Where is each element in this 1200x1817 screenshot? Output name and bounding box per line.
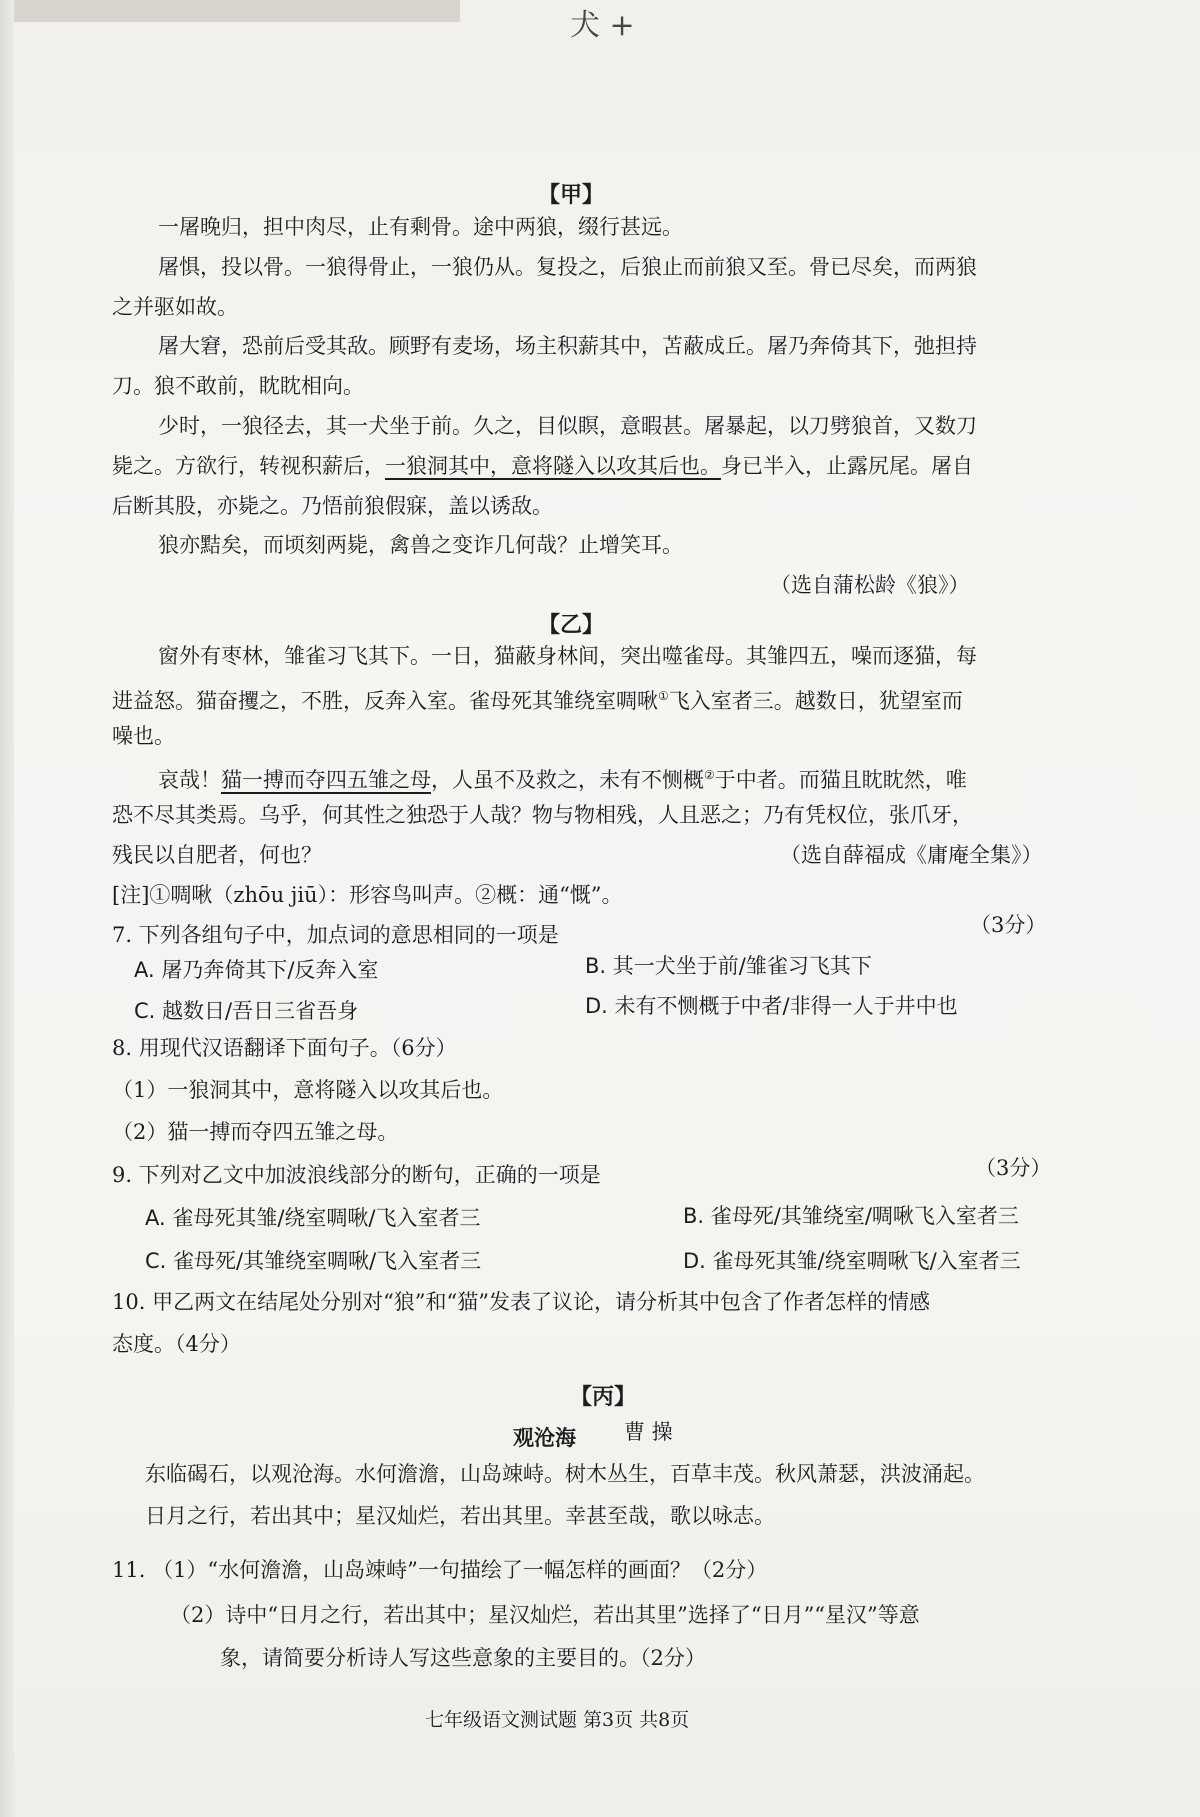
q7-option-b: B. 其一犬坐于前/雏雀习飞其下 bbox=[585, 954, 872, 978]
jia-line-7-start: 毙之。方欲行，转视积薪后， bbox=[112, 454, 385, 478]
jia-line-7 bbox=[112, 446, 973, 486]
q9-option-b: B. 雀母死/其雏绕室/啁啾飞入室者三 bbox=[683, 1204, 1019, 1228]
q9-score: （3分） bbox=[975, 1156, 1052, 1180]
q9-option-c: C. 雀母死/其雏绕室啁啾/飞入室者三 bbox=[145, 1249, 482, 1273]
q7-option-a: A. 屠乃奔倚其下/反奔入室 bbox=[134, 958, 379, 982]
yi-line-4-start: 哀哉！ bbox=[158, 768, 221, 792]
poem-line-2: 日月之行，若出其中；星汉灿烂，若出其里。幸甚至哉，歌以咏志。 bbox=[145, 1504, 775, 1528]
jia-line-5: 刀。狼不敢前，眈眈相向。 bbox=[112, 374, 364, 398]
section-heading-jia: 【甲】 bbox=[538, 182, 605, 208]
wavy-phrase: 进益怒。猫奋攫之，不胜，反奔入室。雀母死其雏绕室啁啾 bbox=[112, 689, 658, 713]
q11-sub-1: 11. （1）“水何澹澹，山岛竦峙”一句描绘了一幅怎样的画面？（2分） bbox=[112, 1558, 768, 1582]
yi-line-2 bbox=[112, 676, 963, 721]
note-marker-2: ② bbox=[704, 768, 715, 782]
jia-line-4: 屠大窘，恐前后受其敌。顾野有麦场，场主积薪其中，苫蔽成丘。屠乃奔倚其下，弛担持 bbox=[158, 334, 977, 358]
yi-line-3: 噪也。 bbox=[112, 724, 175, 748]
q8-sentence-1: （1）一狼洞其中，意将隧入以攻其后也。 bbox=[112, 1078, 504, 1102]
yi-line-4 bbox=[158, 755, 967, 800]
top-handwriting-marks: 犬 + bbox=[570, 8, 635, 43]
yi-line-4-end: 于中者。而猫且眈眈然，唯 bbox=[714, 768, 967, 792]
note-marker-1: ① bbox=[658, 689, 669, 703]
jia-line-3: 之并驱如故。 bbox=[112, 295, 238, 319]
underlined-sentence-cat: 猫一搏而夺四五雏之母 bbox=[221, 768, 431, 792]
page-footer: 七年级语文测试题 第3页 共8页 bbox=[425, 1709, 690, 1731]
jia-line-2: 屠惧，投以骨。一狼得骨止，一狼仍从。复投之，后狼止而前狼又至。骨已尽矣，而两狼 bbox=[158, 255, 977, 279]
yi-line-2-end: 飞入室者三。越数日，犹望室而 bbox=[668, 689, 963, 713]
yi-line-4-middle: ，人虽不及救之，未有不恻概 bbox=[431, 768, 704, 792]
q10-line-2: 态度。（4分） bbox=[112, 1332, 241, 1356]
yi-note: [注]①啁啾（zhōu jiū）：形容鸟叫声。②概：通“慨”。 bbox=[112, 883, 623, 907]
underlined-sentence-wolf: 一狼洞其中，意将隧入以攻其后也。 bbox=[385, 454, 721, 478]
yi-line-5: 恐不尽其类焉。乌乎，何其性之独恐于人哉？物与物相残，人且恶之；乃有凭权位，张爪牙， bbox=[112, 803, 973, 827]
q8-stem: 8. 用现代汉语翻译下面句子。（6分） bbox=[112, 1036, 457, 1060]
jia-line-8: 后断其股，亦毙之。乃悟前狼假寐，盖以诱敌。 bbox=[112, 494, 553, 518]
q7-option-d: D. 未有不恻概于中者/非得一人于井中也 bbox=[585, 994, 958, 1018]
q10-line-1: 10. 甲乙两文在结尾处分别对“狼”和“猫”发表了议论，请分析其中包含了作者怎样的情感 bbox=[112, 1290, 931, 1314]
yi-line-6: 残民以自肥者，何也？ bbox=[112, 843, 322, 867]
page-edge-shadow bbox=[0, 0, 14, 1817]
jia-line-6: 少时，一狼径去，其一犬坐于前。久之，目似瞑，意暇甚。屠暴起，以刀劈狼首，又数刀 bbox=[158, 414, 977, 438]
q9-stem: 9. 下列对乙文中加波浪线部分的断句，正确的一项是 bbox=[112, 1163, 601, 1187]
section-heading-bing: 【丙】 bbox=[570, 1384, 637, 1410]
jia-line-9: 狼亦黠矣，而顷刻两毙，禽兽之变诈几何哉？止增笑耳。 bbox=[158, 533, 683, 557]
section-heading-yi: 【乙】 bbox=[538, 612, 605, 638]
jia-source: （选自蒲松龄《狼》） bbox=[770, 573, 970, 597]
q7-stem: 7. 下列各组句子中，加点词的意思相同的一项是 bbox=[112, 923, 559, 947]
background-strip bbox=[0, 0, 460, 22]
q9-option-d: D. 雀母死其雏/绕室啁啾飞/入室者三 bbox=[683, 1249, 1021, 1273]
q7-option-c: C. 越数日/吾日三省吾身 bbox=[134, 999, 359, 1023]
jia-line-7-end: 身已半入，止露尻尾。屠自 bbox=[721, 454, 973, 478]
q11-sub-2-line-2: 象，请简要分析诗人写这些意象的主要目的。（2分） bbox=[220, 1646, 706, 1670]
q9-option-a: A. 雀母死其雏/绕室啁啾/飞入室者三 bbox=[145, 1206, 481, 1230]
q7-score: （3分） bbox=[970, 913, 1047, 937]
yi-source: （选自薛福成《庸庵全集》） bbox=[780, 843, 1043, 867]
yi-line-1: 窗外有枣林，雏雀习飞其下。一日，猫蔽身林间，突出噬雀母。其雏四五，噪而逐猫，每 bbox=[158, 644, 977, 668]
poem-author: 曹 操 bbox=[624, 1420, 673, 1444]
poem-line-1: 东临碣石，以观沧海。水何澹澹，山岛竦峙。树木丛生，百草丰茂。秋风萧瑟，洪波涌起。 bbox=[145, 1462, 985, 1486]
q11-sub-2-line-1: （2）诗中“日月之行，若出其中；星汉灿烂，若出其里”选择了“日月”“星汉”等意 bbox=[170, 1603, 920, 1627]
jia-line-1: 一屠晚归，担中肉尽，止有剩骨。途中两狼，缀行甚远。 bbox=[158, 215, 683, 239]
q8-sentence-2: （2）猫一搏而夺四五雏之母。 bbox=[112, 1120, 399, 1144]
poem-title: 观沧海 bbox=[513, 1425, 576, 1450]
